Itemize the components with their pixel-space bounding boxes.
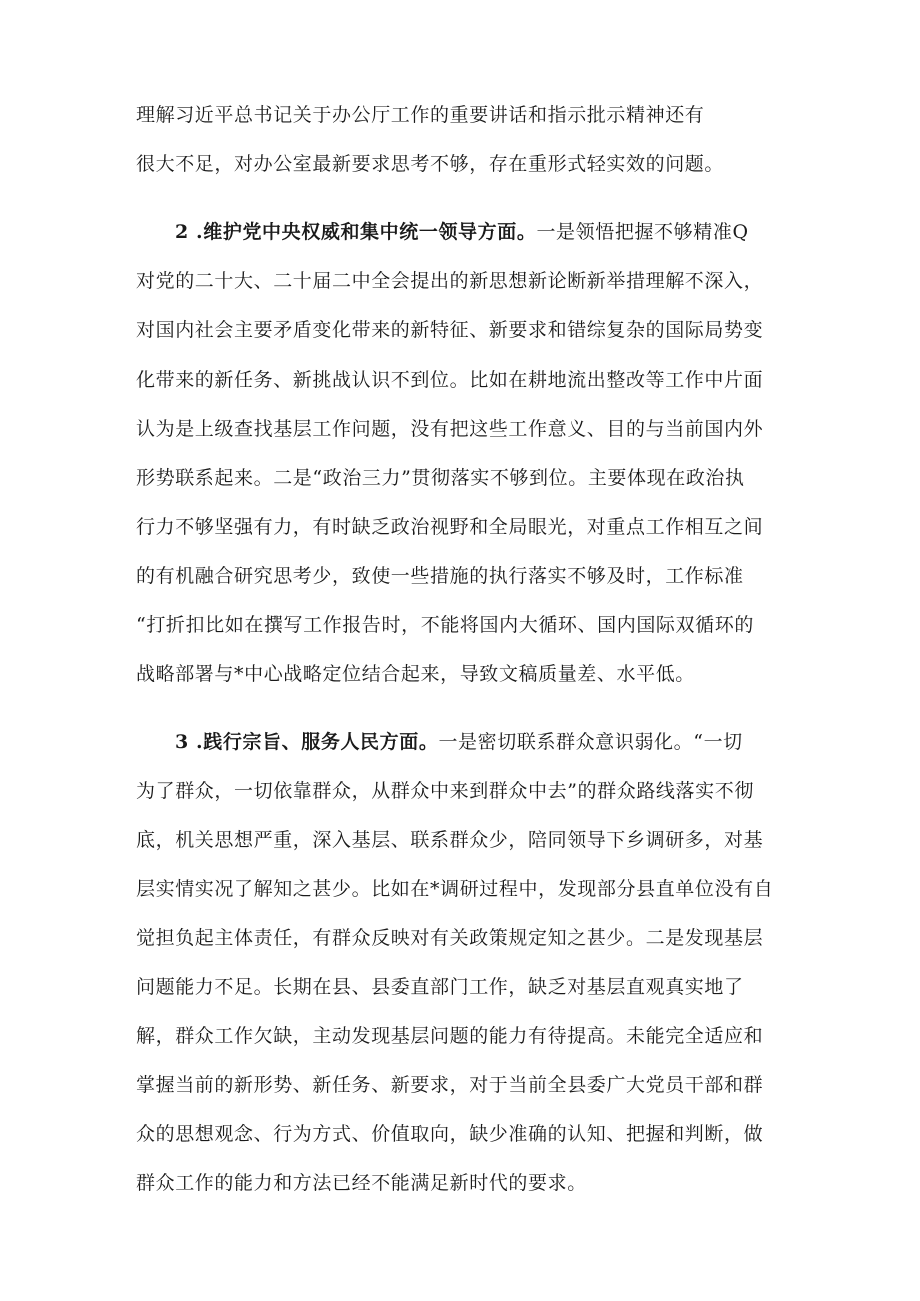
text-line: 为了群众，一切依靠群众，从群众中来到群众中去”的群众路线落实不彻 (136, 780, 754, 802)
text-line: 掌握当前的新形势、新任务、新要求，对于当前全县委广大党员干部和群 (136, 1074, 764, 1096)
text-line: 解，群众工作欠缺，主动发现基层问题的能力有待提高。未能完全适应和 (136, 1025, 764, 1047)
text-line: 觉担负起主体责任，有群众反映对有关政策规定知之甚少。二是发现基层 (136, 927, 764, 949)
section-heading: 3 .践行宗旨、服务人民方面。 (175, 731, 439, 753)
text-line: 底，机关思想严重，深入基层、联系群众少，陪同领导下乡调研多，对基 (136, 829, 764, 851)
text-line: 很大不足，对办公室最新要求思考不够，存在重形式轻实效的问题。 (136, 153, 725, 175)
text-line: 对国内社会主要矛盾变化带来的新特征、新要求和错综复杂的国际局势变 (136, 319, 764, 341)
section-heading: 2 .维护党中央权威和集中统一领导方面。 (175, 221, 537, 243)
text-line: 行力不够坚强有力，有时缺乏政治视野和全局眼光，对重点工作相互之间 (136, 516, 764, 538)
text-line: 众的思想观念、行为方式、价值取向，缺少准确的认知、把握和判断，做 (136, 1123, 764, 1145)
text-line: 理解习近平总书记关于办公厅工作的重要讲话和指示批示精神还有 (136, 104, 705, 126)
text-line: 问题能力不足。长期在县、县委直部门工作，缺乏对基层直观真实地了 (136, 976, 744, 998)
text-line: 群众工作的能力和方法已经不能满足新时代的要求。 (136, 1172, 587, 1194)
text-line: 化带来的新任务、新挑战认识不到位。比如在耕地流出整改等工作中片面 (136, 369, 764, 391)
paragraph-first-line (175, 216, 749, 248)
text-line: 战略部署与*中心战略定位结合起来，导致文稿质量差、水平低。 (136, 663, 695, 685)
text-run: 一是领悟把握不够精准Q (536, 221, 749, 243)
text-line: 形势联系起来。二是“政治三力”贯彻落实不够到位。主要体现在政治执 (136, 467, 745, 489)
text-line: 层实情实况了解知之甚少。比如在*调研过程中，发现部分县直单位没有自 (136, 878, 774, 900)
text-line: 认为是上级查找基层工作问题，没有把这些工作意义、目的与当前国内外 (136, 418, 764, 440)
text-line: 对党的二十大、二十届二中全会提出的新思想新论断新举措理解不深入， (136, 270, 764, 292)
paragraph-first-line (175, 726, 743, 758)
text-run: 一是密切联系群众意识弱化。“一切 (438, 731, 743, 753)
text-line: “打折扣比如在撰写工作报告时，不能将国内大循环、国内国际双循环的 (136, 614, 754, 636)
text-line: 的有机融合研究思考少，致使一些措施的执行落实不够及时，工作标准 (136, 565, 744, 587)
